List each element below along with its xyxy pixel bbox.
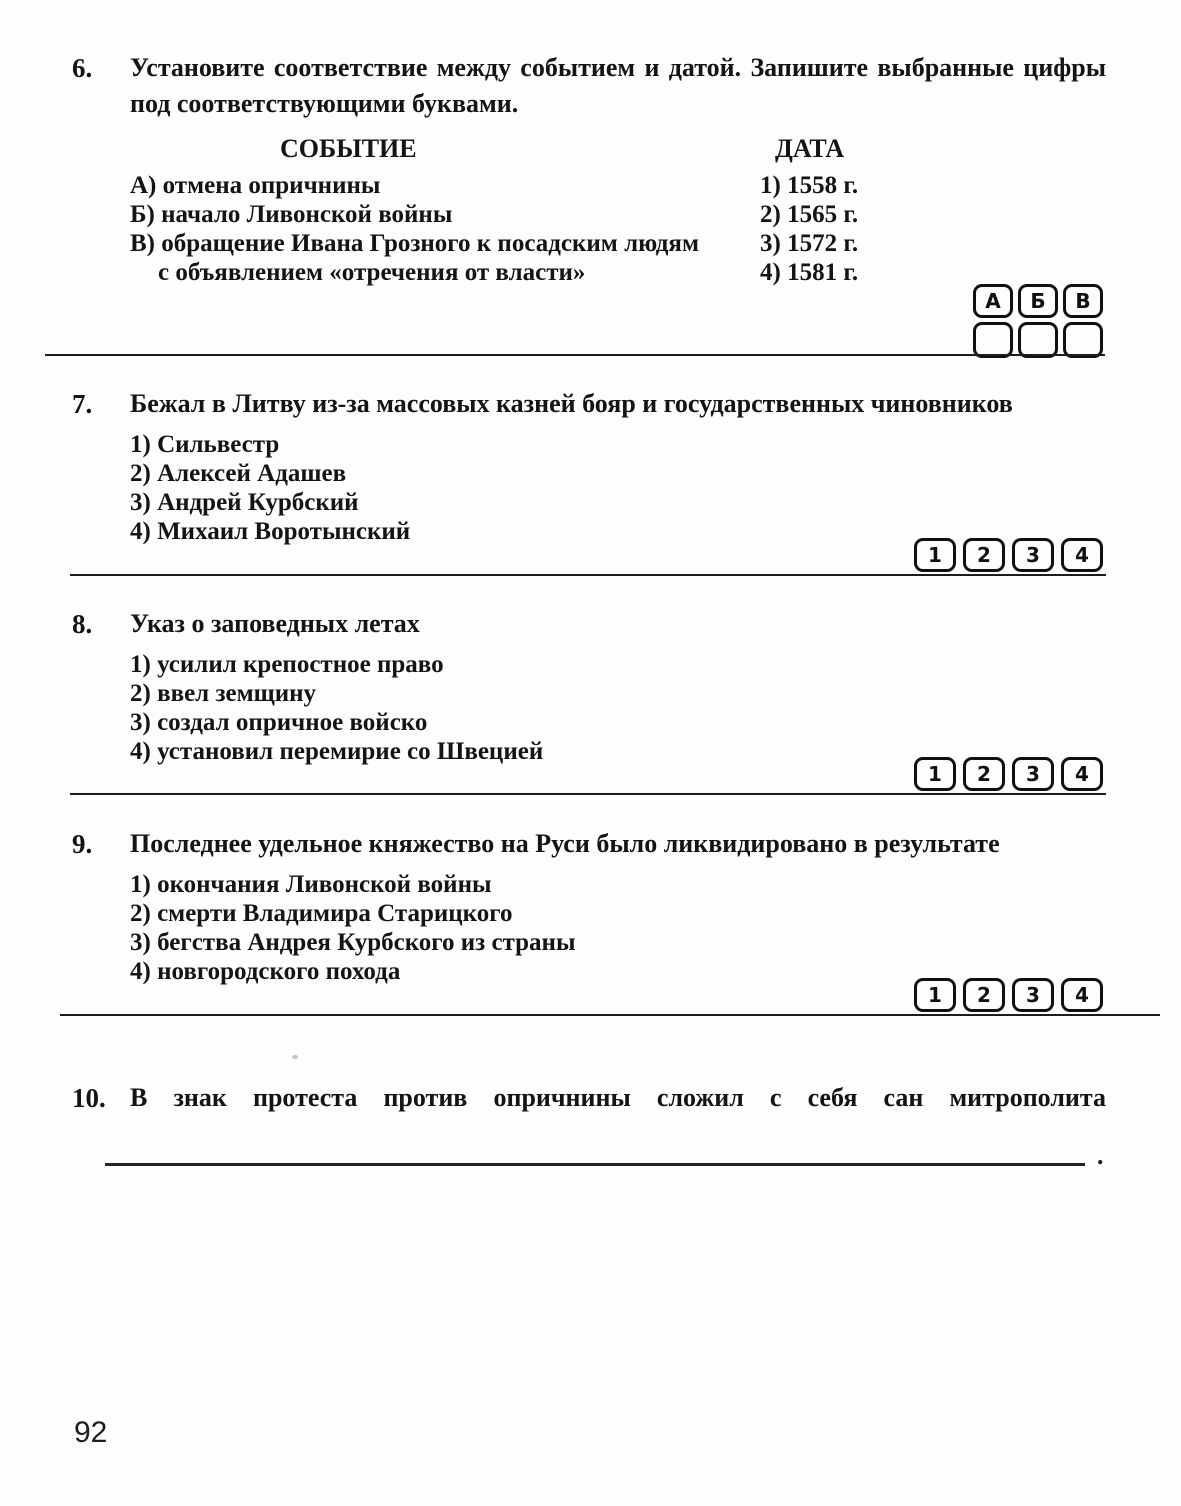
answer-digit-box-4[interactable]: 4 [1061,978,1103,1012]
question-7-answer-boxes [914,538,1103,572]
answer-digit-box-1[interactable]: 1 [914,538,956,572]
separator-rule [60,1014,1160,1016]
option-2: 2) ввел земщину [130,680,317,707]
separator-rule [70,793,1106,795]
option-4: 4) установил перемирие со Швецией [130,738,544,765]
question-7-text: Бежал в Литву из-за массовых казней бояр и государственных чиновников [130,389,1013,418]
option-3: 3) бегства Андрея Курбского из страны [130,929,576,956]
question-9-text: Последнее удельное княжество на Руси было ликвидировано в результате [130,829,1000,858]
question-8 [72,606,1106,766]
option-3: 3) Андрей Курбский [130,489,359,516]
question-7-head [72,386,1106,422]
date-option-2: 2) 1565 г. [760,201,859,228]
event-item-v-continuation: с объявлением «отречения от власти» [158,259,586,286]
answer-input-box-v[interactable] [1063,322,1103,358]
question-6 [72,50,1106,287]
write-in-blank[interactable] [105,1149,1085,1166]
question-9-head [72,826,1106,862]
question-6-match-table [130,134,1106,287]
date-option-1: 1) 1558 г. [760,172,859,199]
question-8-answer-boxes [914,757,1103,791]
sentence-period: . [1097,1141,1104,1170]
question-8-head [72,606,1106,642]
question-10 [72,1080,1106,1170]
events-column [130,171,1106,287]
question-6-answer-grid [973,284,1103,358]
page-number: 92 [74,1416,108,1449]
column-header-date: ДАТА [775,134,845,163]
option-1: 1) усилил крепостное право [130,651,444,678]
question-8-text: Указ о заповедных летах [130,609,420,638]
answer-digit-box-3[interactable]: 3 [1012,538,1054,572]
question-6-text: Установите соответствие между событием и датой. Запишите выбранные цифры под соответствующими буквами. [130,53,1106,118]
answer-digit-box-2[interactable]: 2 [963,978,1005,1012]
answer-digit-box-4[interactable]: 4 [1061,538,1103,572]
question-9 [72,826,1106,986]
answer-digit-box-4[interactable]: 4 [1061,757,1103,791]
question-9-options [130,870,1106,986]
date-option-3: 3) 1572 г. [760,230,859,257]
answer-digit-box-3[interactable]: 3 [1012,978,1054,1012]
option-1: 1) окончания Ливонской войны [130,871,492,898]
option-2: 2) Алексей Адашев [130,460,347,487]
separator-rule [70,574,1106,576]
question-10-answer-line [105,1141,1106,1170]
answer-digit-box-3[interactable]: 3 [1012,757,1054,791]
question-10-number: 10. [72,1083,106,1113]
question-8-options [130,650,1106,766]
answer-digit-box-2[interactable]: 2 [963,538,1005,572]
event-item-a: А) отмена опричнины [130,172,381,199]
option-1: 1) Сильвестр [130,431,280,458]
question-7-options [130,430,1106,546]
answer-input-box-b[interactable] [1018,322,1058,358]
event-item-v: В) обращение Ивана Грозного к посадским людям [130,230,699,257]
question-7 [72,386,1106,546]
date-option-4: 4) 1581 г. [760,259,859,286]
question-10-text: В знак протеста против опричнины сложил с себя сан митрополита [130,1083,1106,1112]
dates-column [760,171,858,287]
question-9-number: 9. [72,829,93,859]
question-10-head [72,1080,1106,1116]
option-3: 3) создал опричное войско [130,709,428,736]
question-7-number: 7. [72,389,93,419]
scan-speck [292,1055,298,1059]
answer-digit-box-1[interactable]: 1 [914,978,956,1012]
answer-letter-box-b: Б [1018,284,1058,318]
answer-input-box-a[interactable] [973,322,1013,358]
answer-digit-box-1[interactable]: 1 [914,757,956,791]
column-header-event: СОБЫТИЕ [280,134,417,163]
question-9-answer-boxes [914,978,1103,1012]
option-4: 4) Михаил Воротынский [130,518,411,545]
separator-rule [45,354,1105,356]
question-6-head [72,50,1106,122]
match-rows [130,171,1106,287]
option-4: 4) новгородского похода [130,958,401,985]
event-item-b: Б) начало Ливонской войны [130,201,453,228]
answer-letter-box-v: В [1063,284,1103,318]
question-6-number: 6. [72,53,93,83]
answer-letter-box-a: А [973,284,1013,318]
match-headers [130,134,1106,168]
answer-digit-box-2[interactable]: 2 [963,757,1005,791]
question-8-number: 8. [72,609,93,639]
option-2: 2) смерти Владимира Старицкого [130,900,513,927]
